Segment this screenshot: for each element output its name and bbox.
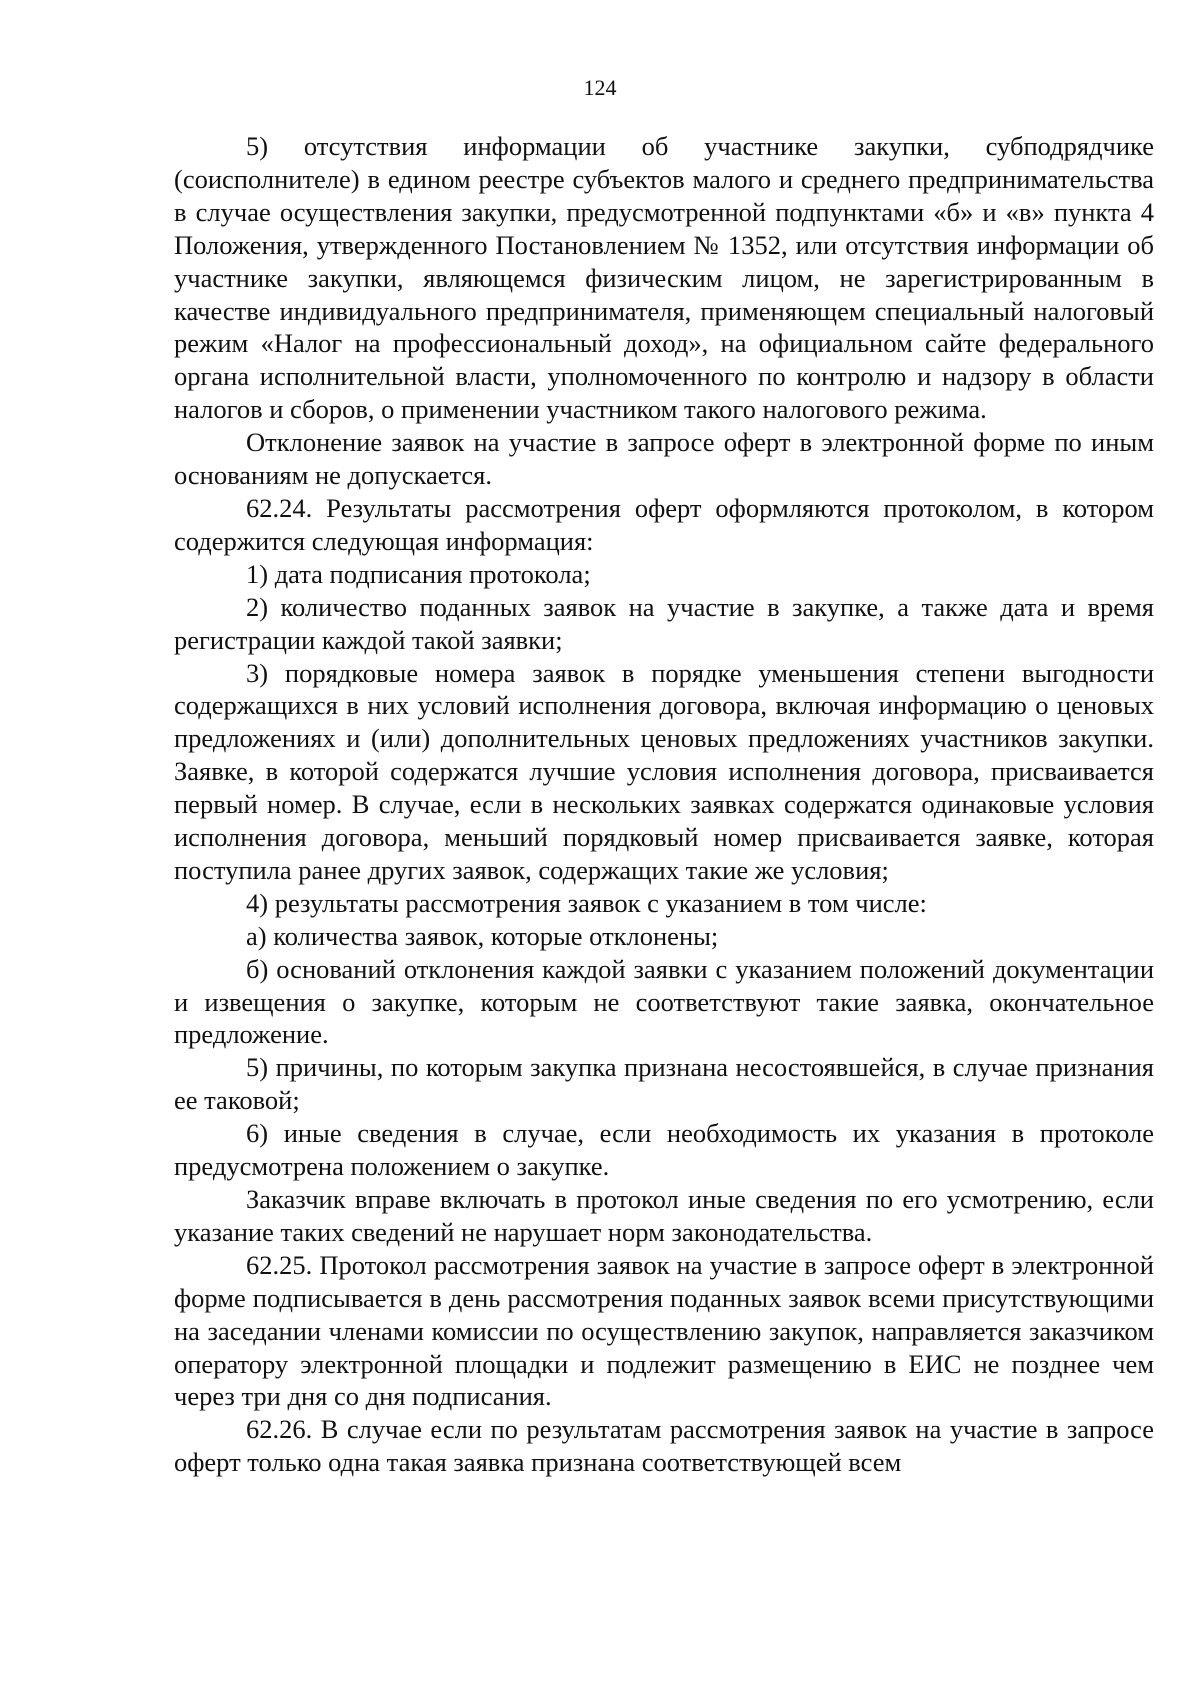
paragraph-list-item-2: 2) количество поданных заявок на участие в закупке, а также дата и время регистрации каждой такой заявки; [174, 591, 1154, 655]
paragraph-list-item-4: 4) результаты рассмотрения заявок с указанием в том числе: [246, 887, 927, 918]
paragraph-list-item-1: 1) дата подписания протокола; [246, 558, 591, 589]
paragraph-customer-right: Заказчик вправе включать в протокол иные сведения по его усмотрению, если указание таких сведений не нарушает норм законодательства. [174, 1184, 1154, 1247]
paragraph-list-item-6: 6) иные сведения в случае, если необходимость их указания в протоколе предусмотрена положением о закупке. [174, 1118, 1154, 1182]
paragraph-list-item-5: 5) причины, по которым закупка признана несостоявшейся, в случае признания ее таковой; [174, 1052, 1154, 1116]
paragraph-item-5-absence-info: 5) отсутствия информации об участнике закупки, субподрядчике (соисполнителе) в едином реестре субъектов малого и среднего предпринимательства в случае осуществления закупки, предусмотренной подпунктами «б» и «в» пункта 4 Положения, утвержденного Постановлением № 1352, или отсутствия информации об участнике закупки, являющемся физическим лицом, не зарегистрированным в качестве индивидуального предпринимателя, применяющем специальный налоговый режим «Налог на профессиональный доход», на официальном сайте федерального органа исполнительной власти, уполномоченного по контролю и надзору в области налогов и сборов, о применении участником такого налогового режима. [174, 131, 1154, 425]
page-number: 124 [583, 75, 617, 100]
paragraph-62-26: 62.26. В случае если по результатам рассмотрения заявок на участие в запросе оферт только одна такая заявка признана соответствующей всем [174, 1414, 1154, 1478]
paragraph-subitem-a: а) количества заявок, которые отклонены; [246, 920, 719, 951]
paragraph-rejection-not-allowed: Отклонение заявок на участие в запросе оферт в электронной форме по иным основаниям не допускается. [174, 427, 1154, 491]
paragraph-62-25: 62.25. Протокол рассмотрения заявок на участие в запросе оферт в электронной форме подписывается в день рассмотрения поданных заявок всеми присутствующими на заседании членами комиссии по осуществлению закупок, направляется заказчиком оператору электронной площадки и подлежит размещению в ЕИС не позднее чем через три дня со дня подписания. [174, 1249, 1154, 1412]
paragraph-subitem-b: б) оснований отклонения каждой заявки с указанием положений документации и извещения о закупке, которым не соответствуют такие заявка, окончательное предложение. [174, 953, 1154, 1050]
document-body [174, 130, 1154, 1479]
paragraph-list-item-3: 3) порядковые номера заявок в порядке уменьшения степени выгодности содержащихся в них условий исполнения договора, включая информацию о ценовых предложениях и (или) дополнительных ценовых предложениях участников закупки. Заявке, в которой содержатся лучшие условия исполнения договора, присваивается первый номер. В случае, если в нескольких заявках содержатся одинаковые условия исполнения договора, меньший порядковый номер присваивается заявке, которая поступила ранее других заявок, содержащих такие же условия; [174, 657, 1154, 885]
paragraph-62-24: 62.24. Результаты рассмотрения оферт оформляются протоколом, в котором содержится следующая информация: [174, 492, 1154, 556]
